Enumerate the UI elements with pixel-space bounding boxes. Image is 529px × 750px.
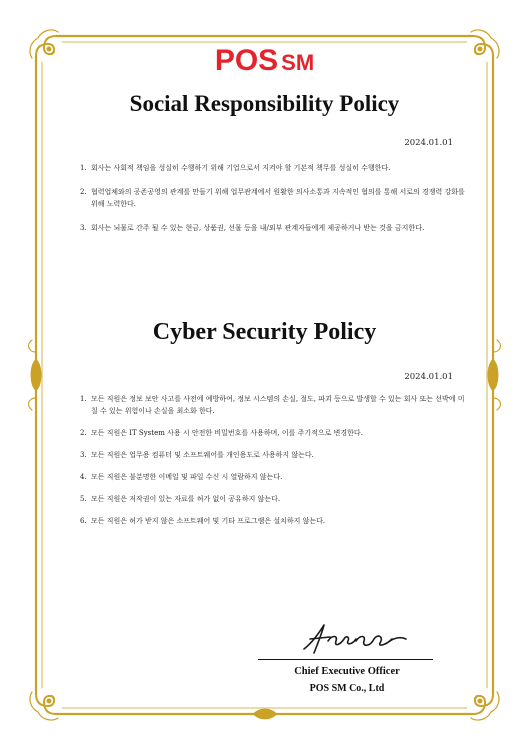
signatory-title: Chief Executive Officer xyxy=(294,666,400,677)
item-text: 모든 직원은 허가 받지 않은 소프트웨어 및 기타 프로그램은 설치하지 않는다. xyxy=(91,517,326,525)
item-number: 2. xyxy=(80,188,87,196)
item-number: 6. xyxy=(80,517,87,525)
company-name: POS SM Co., Ltd xyxy=(309,683,385,694)
item-number: 5. xyxy=(80,495,87,503)
item-text: 모든 직원은 정보 보안 사고를 사전에 예방하여, 정보 시스템의 손실, 절도, 파괴 등으로 발생할 수 있는 회사 또는 선박에 미칠 수 있는 위험이나 손실을 최소화 한다. xyxy=(91,395,465,415)
item-text: 모든 직원은 IT System 사용 시 안전한 비밀번호를 사용하며, 이를 주기적으로 변경한다. xyxy=(91,429,363,437)
signature-line xyxy=(258,659,433,660)
list-item xyxy=(80,515,465,527)
list-item xyxy=(80,449,465,461)
list-item xyxy=(80,186,465,210)
item-text: 모든 직원은 업무용 컴퓨터 및 소프트웨어를 개인용도로 사용하지 않는다. xyxy=(91,451,314,459)
list-item xyxy=(80,427,465,439)
item-number: 4. xyxy=(80,473,87,481)
social-policy-title: Social Responsibility Policy xyxy=(129,91,400,116)
list-item xyxy=(80,471,465,483)
item-number: 3. xyxy=(80,451,87,459)
logo-pos: POS xyxy=(214,44,279,77)
logo-sm: SM xyxy=(281,50,315,75)
item-text: 회사는 사회적 책임을 성실히 수행하기 위해 기업으로서 지켜야 할 기본적 책무를 성실히 수행한다. xyxy=(91,164,391,172)
cyber-policy-list xyxy=(80,393,465,537)
list-item xyxy=(80,222,465,234)
item-number: 1. xyxy=(80,395,87,403)
item-text: 모든 직원은 저작권이 있는 자료를 허가 없이 공유하지 않는다. xyxy=(91,495,281,503)
item-number: 2. xyxy=(80,429,87,437)
item-number: 3. xyxy=(80,224,87,232)
list-item xyxy=(80,493,465,505)
item-text: 협력업체와의 공존공영의 관계를 만들기 위해 업무관계에서 원활한 의사소통과 지속적인 협의를 통해 서로의 경쟁력 강화를 위해 노력한다. xyxy=(91,188,465,208)
item-number: 1. xyxy=(80,164,87,172)
social-policy-date: 2024.01.01 xyxy=(404,138,453,148)
cyber-policy-date: 2024.01.01 xyxy=(404,372,453,382)
cyber-policy-title: Cyber Security Policy xyxy=(152,319,377,345)
ceo-signature xyxy=(300,619,410,659)
social-policy-list xyxy=(80,162,465,246)
list-item xyxy=(80,393,465,417)
company-logo xyxy=(0,46,529,76)
item-text: 회사는 뇌물로 간주 될 수 있는 현금, 상품권, 선물 등을 내/외부 관계자들에게 제공하거나 받는 것을 금지한다. xyxy=(91,224,425,232)
list-item xyxy=(80,162,465,174)
item-text: 모든 직원은 불분명한 이메일 및 파일 수신 시 열람하지 않는다. xyxy=(91,473,283,481)
